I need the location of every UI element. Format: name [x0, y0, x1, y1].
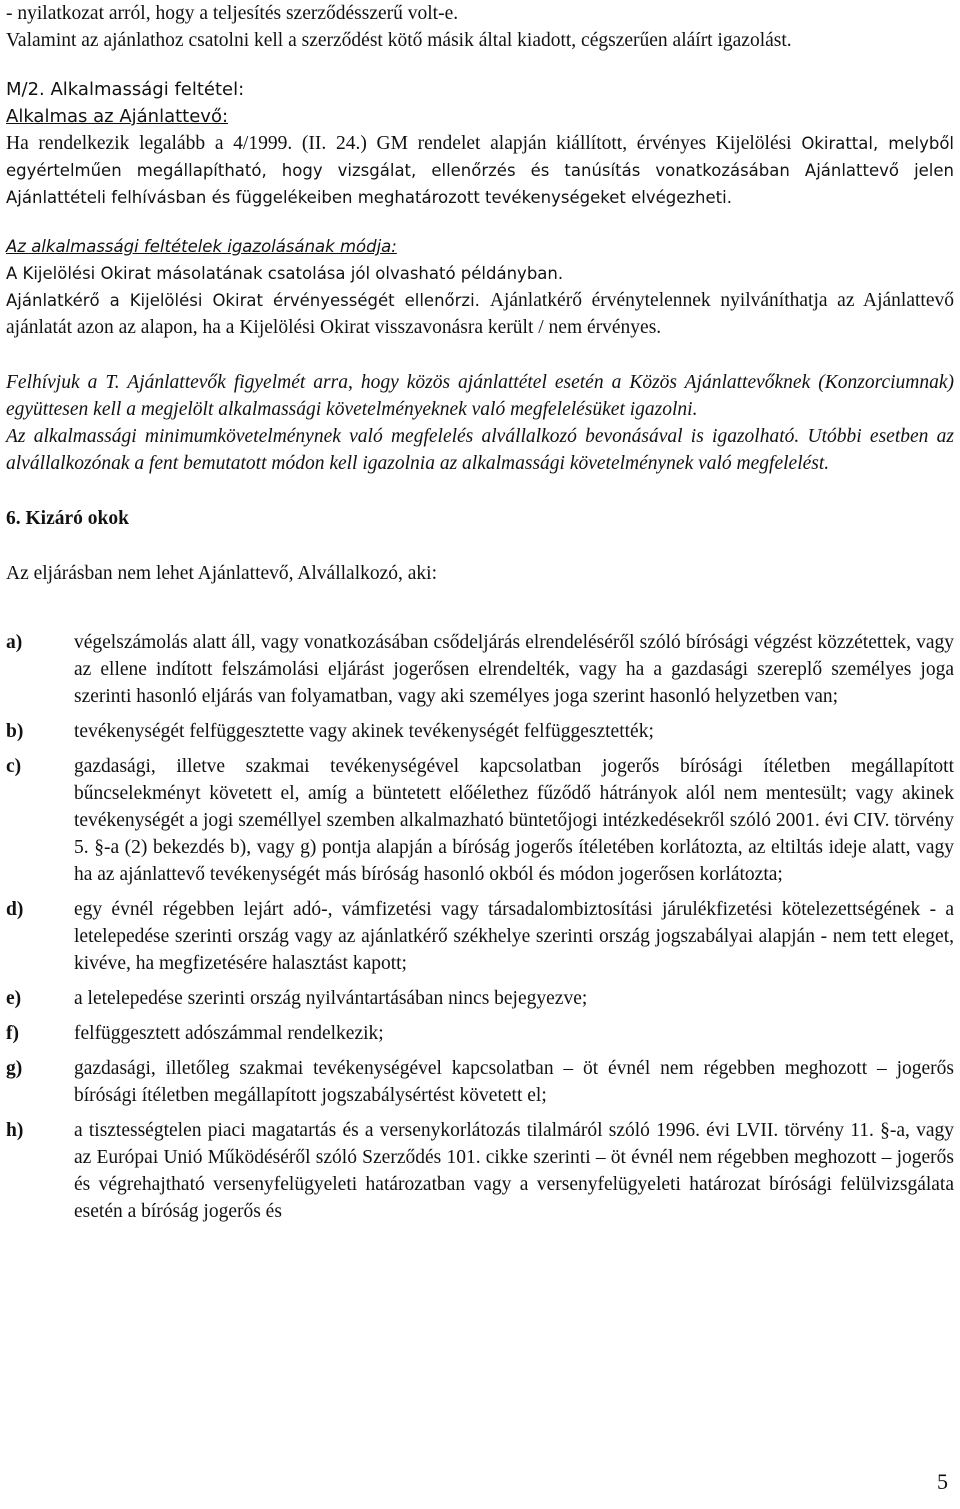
exclusion-list — [6, 629, 954, 1225]
item-letter: g) — [6, 1058, 23, 1079]
item-text: a letelepedése szerinti ország nyilvántartásában nincs bejegyezve; — [74, 988, 588, 1009]
exclusion-item — [6, 896, 954, 977]
section-6-intro: Az eljárásban nem lehet Ajánlattevő, Alvállalkozó, aki: — [6, 563, 438, 584]
top-line-2: Valamint az ajánlathoz csatolni kell a szerződést kötő másik által kiadott, cégszerűen aláírt igazolást. — [6, 30, 792, 51]
spacer — [6, 532, 954, 560]
proof-line-2-serif: Ajánlatkérő érvénytelennek nyilváníthatja az Ajánlattevő ajánlatát azon az alapon, ha a Kijelölési Okirat visszavonásra került / nem érvényes. — [6, 290, 954, 338]
exclusion-item — [6, 718, 954, 745]
proof-line-2-sans: Ajánlatkérő a Kijelölési Okirat érvényességét ellenőrzi. — [6, 291, 490, 310]
item-text: felfüggesztett adószámmal rendelkezik; — [74, 1023, 384, 1044]
proof-line-2 — [6, 287, 954, 341]
item-letter: f) — [6, 1023, 19, 1044]
item-letter: h) — [6, 1120, 24, 1141]
notice-paragraph-2: Az alkalmassági minimumkövetelménynek való megfelelés alvállalkozó bevonásával is igazolható. Utóbbi esetben az alvállalkozónak a fent bemutatott módon kell igazolnia az alkalmassági követelménynek való megfelelést. — [6, 426, 954, 474]
m2-title: M/2. Alkalmassági feltétel: — [6, 79, 245, 100]
exclusion-item — [6, 1055, 954, 1109]
item-text: a tisztességtelen piaci magatartás és a versenykorlátozás tilalmáról szóló 1996. évi LVII. törvény 11. §-a, vagy az Európai Unió Működéséről szóló Szerződés 101. cikke szerinti – öt évnél nem régebben meghozott – jogerős és végrehajtható versenyfelügyeleti határozatban vagy a versenyfelügyeleti határozat bírósági felülvizsgálata esetén a bíróság jogerős és — [74, 1120, 954, 1222]
document-page — [6, 0, 954, 1509]
exclusion-item — [6, 629, 954, 710]
spacer — [6, 211, 954, 233]
spacer — [6, 54, 954, 76]
item-text: gazdasági, illetőleg szakmai tevékenységével kapcsolatban – öt évnél nem régebben meghozott – jogerős bírósági ítéletben megállapított jogszabálysértést követett el; — [74, 1058, 954, 1106]
item-letter: e) — [6, 988, 22, 1009]
spacer — [6, 477, 954, 505]
item-text: tevékenységét felfüggesztette vagy akinek tevékenységét felfüggesztették; — [74, 721, 654, 742]
item-letter: c) — [6, 756, 22, 777]
spacer — [6, 587, 954, 615]
proof-title: Az alkalmassági feltételek igazolásának módja: — [6, 237, 397, 256]
m2-subtitle: Alkalmas az Ajánlattevő: — [6, 106, 229, 127]
section-6-heading: 6. Kizáró okok — [6, 508, 129, 529]
m2-text-serif: Ha rendelkezik legalább a 4/1999. (II. 24.) GM rendelet alapján kiállított, érvényes Kijelölési — [6, 133, 802, 154]
notice-paragraph-1: Felhívjuk a T. Ajánlattevők figyelmét arra, hogy közös ajánlattétel esetén a Közös Ajánlattevőknek (Konzorciumnak) együttesen kell a megjelölt alkalmassági követelményeknek való megfelelésüket igazolni. — [6, 372, 954, 420]
exclusion-item — [6, 985, 954, 1012]
spacer — [6, 341, 954, 369]
item-text: végelszámolás alatt áll, vagy vonatkozásában csődeljárás elrendeléséről szóló bírósági végzést közzétettek, vagy az ellene indított felszámolási eljárást jogerősen elrendelték, vagy ha a gazdasági szereplő személyes joga szerinti hasonló eljárás van folyamatban, vagy aki személyes joga szerint hasonló helyzetben van; — [74, 632, 954, 707]
exclusion-item — [6, 1020, 954, 1047]
m2-text — [6, 130, 954, 211]
exclusion-item — [6, 1117, 954, 1225]
top-line-1: - nyilatkozat arról, hogy a teljesítés szerződésszerű volt-e. — [6, 3, 459, 24]
item-text: gazdasági, illetve szakmai tevékenységével kapcsolatban jogerős bírósági ítéletben megállapított bűncselekményt követett el, amíg a büntetett előélethez fűződő hátrányok alól nem mentesült; vagy akinek tevékenységét a jogi személlyel szemben alkalmazható büntetőjogi intézkedésekről szóló 2001. évi CIV. törvény 5. §-a (2) bekezdés b), vagy g) pontja alapján a bíróság jogerős ítéletében korlátozta, az eltiltás ideje alatt, vagy ha az ajánlattevő tevékenységét más bíróság hasonló okból és módon jogerősen korlátozta; — [74, 756, 954, 885]
page-number: 5 — [937, 1469, 948, 1494]
exclusion-item — [6, 753, 954, 888]
proof-line-1: A Kijelölési Okirat másolatának csatolása jól olvasható példányban. — [6, 264, 564, 283]
item-text: egy évnél régebben lejárt adó-, vámfizetési vagy társadalombiztosítási járulékfizetési kötelezettségének - a letelepedése szerinti ország vagy az ajánlatkérő székhelye szerinti ország jogszabályai alapján - nem tett eleget, kivéve, ha megfizetésére halasztást kapott; — [74, 899, 954, 974]
item-letter: b) — [6, 721, 24, 742]
spacer — [6, 615, 954, 629]
item-letter: d) — [6, 899, 24, 920]
item-letter: a) — [6, 632, 23, 653]
m2-text-sans: Okirattal, melyből egyértelműen megállapítható, hogy vizsgálat, ellenőrzés és tanúsítás vonatkozásában Ajánlattevő jelen Ajánlattételi felhívásban és függelékeiben meghatározott tevékenységeket elvégezheti. — [6, 134, 955, 207]
